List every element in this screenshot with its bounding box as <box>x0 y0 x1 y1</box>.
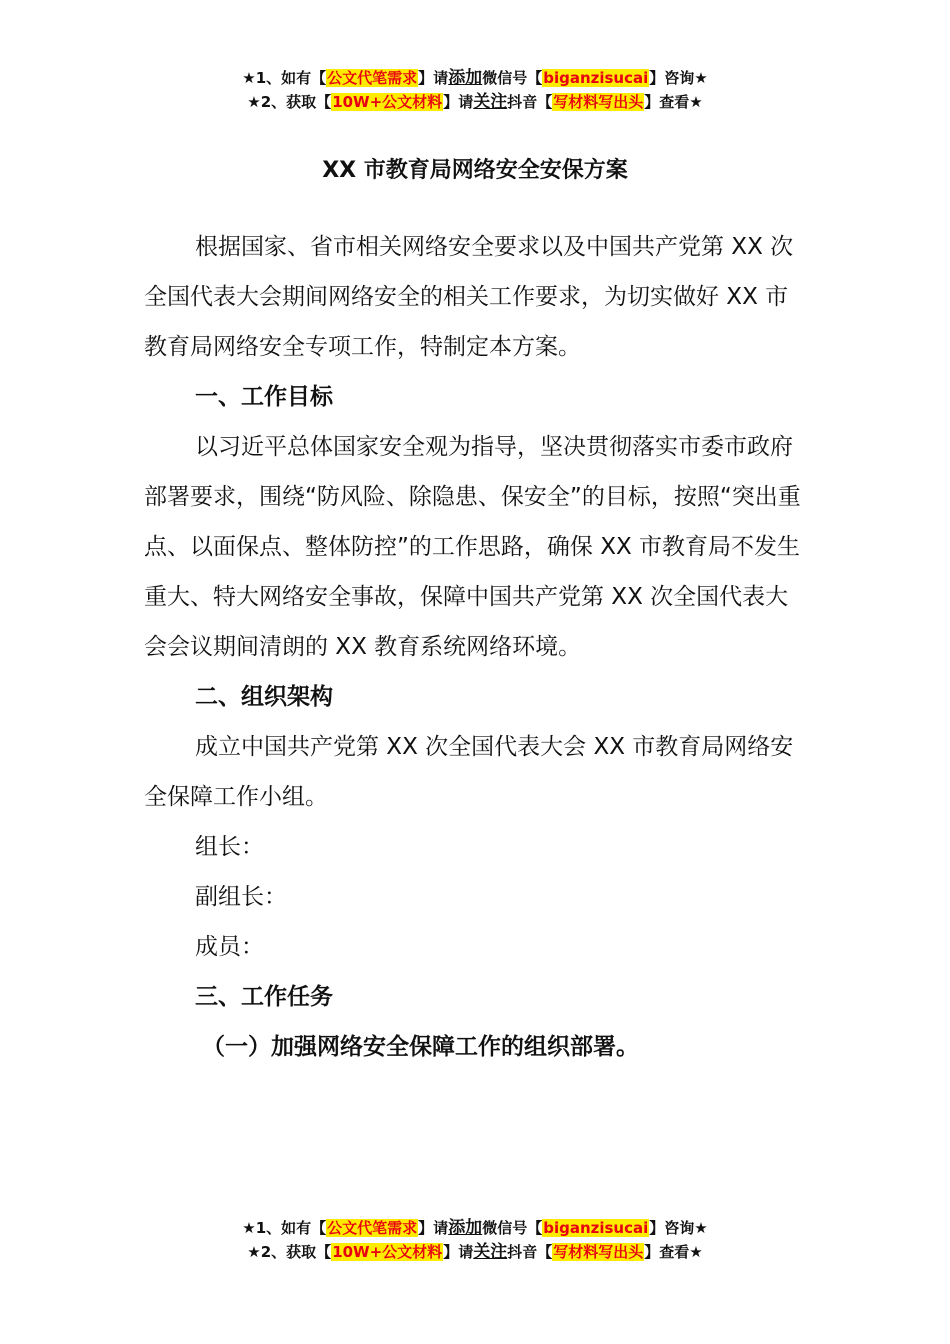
highlight-douyin-account: 写材料写出头 <box>553 93 644 111</box>
section-2-paragraph: 成立中国共产党第 XX 次全国代表大会 XX 市教育局网络安全保障工作小组。 <box>144 734 794 810</box>
section-1-heading: 一、工作目标 <box>195 384 333 410</box>
underlined-follow: 关注 <box>473 92 508 112</box>
intro-paragraph: 根据国家、省市相关网络安全要求以及中国共产党第 XX 次全国代表大会期间网络安全的相关工作要求，为切实做好 XX 市教育局网络安全专项工作，特制定本方案。 <box>144 234 794 360</box>
document-body <box>144 222 808 1072</box>
highlight-materials: 10W+公文材料 <box>332 93 443 111</box>
section-3-heading: 三、工作任务 <box>195 984 333 1010</box>
underlined-add: 添加 <box>448 1218 483 1238</box>
promo-banner-top <box>0 66 950 114</box>
underlined-follow: 关注 <box>473 1242 508 1262</box>
underlined-add: 添加 <box>448 68 483 88</box>
promo-banner-bottom <box>0 1216 950 1264</box>
leader-line: 组长： <box>195 834 264 860</box>
section-2-heading: 二、组织架构 <box>195 684 333 710</box>
section-3-subheading-1: （一）加强网络安全保障工作的组织部署。 <box>202 1034 639 1060</box>
promo-line-1: ★1、如有【公文代笔需求】请添加微信号【biganzisucai】咨询★ <box>242 68 708 88</box>
highlight-douyin-account: 写材料写出头 <box>553 1243 644 1261</box>
section-1-paragraph: 以习近平总体国家安全观为指导，坚决贯彻落实市委市政府部署要求，围绕“防风险、除隐患、保安全”的目标，按照“突出重点、以面保点、整体防控”的工作思路，确保 XX 市教育局不发生重大、特大网络安全事故，保障中国共产党第 XX 次全国代表大会会议期间清朗的 XX 教育系统网络环境。 <box>144 434 801 660</box>
promo-line-1: ★1、如有【公文代笔需求】请添加微信号【biganzisucai】咨询★ <box>242 1218 708 1238</box>
highlight-service: 公文代笔需求 <box>327 69 418 87</box>
deputy-leader-line: 副组长： <box>195 884 287 910</box>
promo-line-2: ★2、获取【10W+公文材料】请关注抖音【写材料写出头】查看★ <box>247 92 703 112</box>
members-line: 成员： <box>195 934 264 960</box>
highlight-wechat-id: biganzisucai <box>543 69 649 87</box>
highlight-service: 公文代笔需求 <box>327 1219 418 1237</box>
highlight-materials: 10W+公文材料 <box>332 1243 443 1261</box>
promo-line-2: ★2、获取【10W+公文材料】请关注抖音【写材料写出头】查看★ <box>247 1242 703 1262</box>
highlight-wechat-id: biganzisucai <box>543 1219 649 1237</box>
document-title: XX 市教育局网络安全安保方案 <box>322 158 628 183</box>
